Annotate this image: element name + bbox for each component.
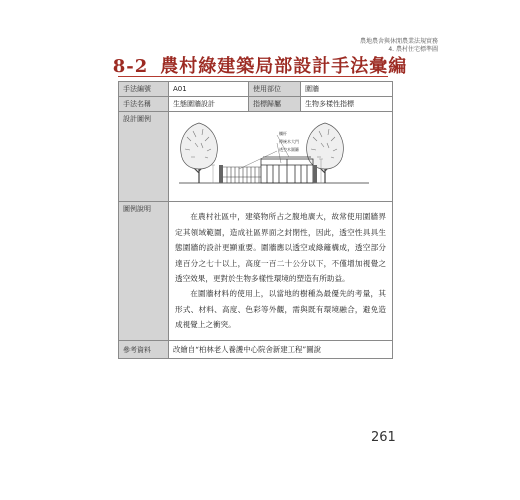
value-indicator: 生物多樣性指標 xyxy=(301,97,393,112)
value-method-name: 生態圍牆設計 xyxy=(169,97,249,112)
label-reference: 參考資料 xyxy=(119,341,169,359)
value-reference: 改繪自“柏林老人養護中心院舍新建工程”圖說 xyxy=(169,341,393,359)
title-underline xyxy=(118,76,388,77)
section-number: 8-2 xyxy=(112,56,149,77)
label-design-figure: 設計圖例 xyxy=(119,112,169,202)
label-method-number: 手法編號 xyxy=(119,82,169,97)
running-head-line2: 4. 農村住宅標準圖 xyxy=(388,46,438,53)
table-row-method-name xyxy=(119,97,393,112)
ecological-fence-drawing xyxy=(169,113,391,200)
label-figure-description: 圖例說明 xyxy=(119,202,169,341)
design-figure-cell xyxy=(169,112,393,202)
design-method-table xyxy=(118,81,393,359)
table-row-design-figure xyxy=(119,112,393,202)
table-row-figure-description xyxy=(119,202,393,341)
label-usage-part: 使用部位 xyxy=(249,82,301,97)
annotation-wooden-gate: 傳統木大門 xyxy=(279,139,299,144)
figure-description xyxy=(169,202,393,341)
right-tree-icon xyxy=(307,123,344,183)
description-paragraph-1: 在農村社區中，建築物所占之腹地廣大，故常使用圍牆界定其領域範圍，造成社區界面之封閉性，因此，透空性具具生態圍牆的設計更顯重要。圍牆應以透空或綠籬構成，透空部分達百分之七十以上，高度一百二十公分以下，不僅增加視覺之透空效果，更對於生物多樣性環境的塑造有所助益。 xyxy=(175,212,386,283)
description-paragraph-2: 在圍牆材料的使用上，以當地的樹種為最優先的考量，其形式、材料、高度、色彩等外觀，需與既有環境融合，避免造成視覺上之衝突。 xyxy=(175,289,386,330)
page-number: 261 xyxy=(371,430,396,445)
design-figure xyxy=(169,113,392,200)
value-usage-part: 圍牆 xyxy=(301,82,393,97)
annotation-wooden-fence: 透空木圍籬 xyxy=(279,147,299,152)
running-head-line1: 農地農舍與休閒農業法規實務 xyxy=(359,38,438,45)
section-title xyxy=(0,52,520,78)
table-row-reference xyxy=(119,341,393,359)
wooden-gate xyxy=(261,157,313,183)
wooden-fence xyxy=(223,167,261,183)
table-row-method-number xyxy=(119,82,393,97)
label-indicator: 指標歸屬 xyxy=(249,97,301,112)
left-tree-icon xyxy=(181,123,218,183)
value-method-number: A01 xyxy=(169,82,249,97)
annotation-railing: 欄杆 xyxy=(279,131,287,136)
section-title-text: 農村綠建築局部設計手法彙編 xyxy=(160,56,408,77)
label-method-name: 手法名稱 xyxy=(119,97,169,112)
